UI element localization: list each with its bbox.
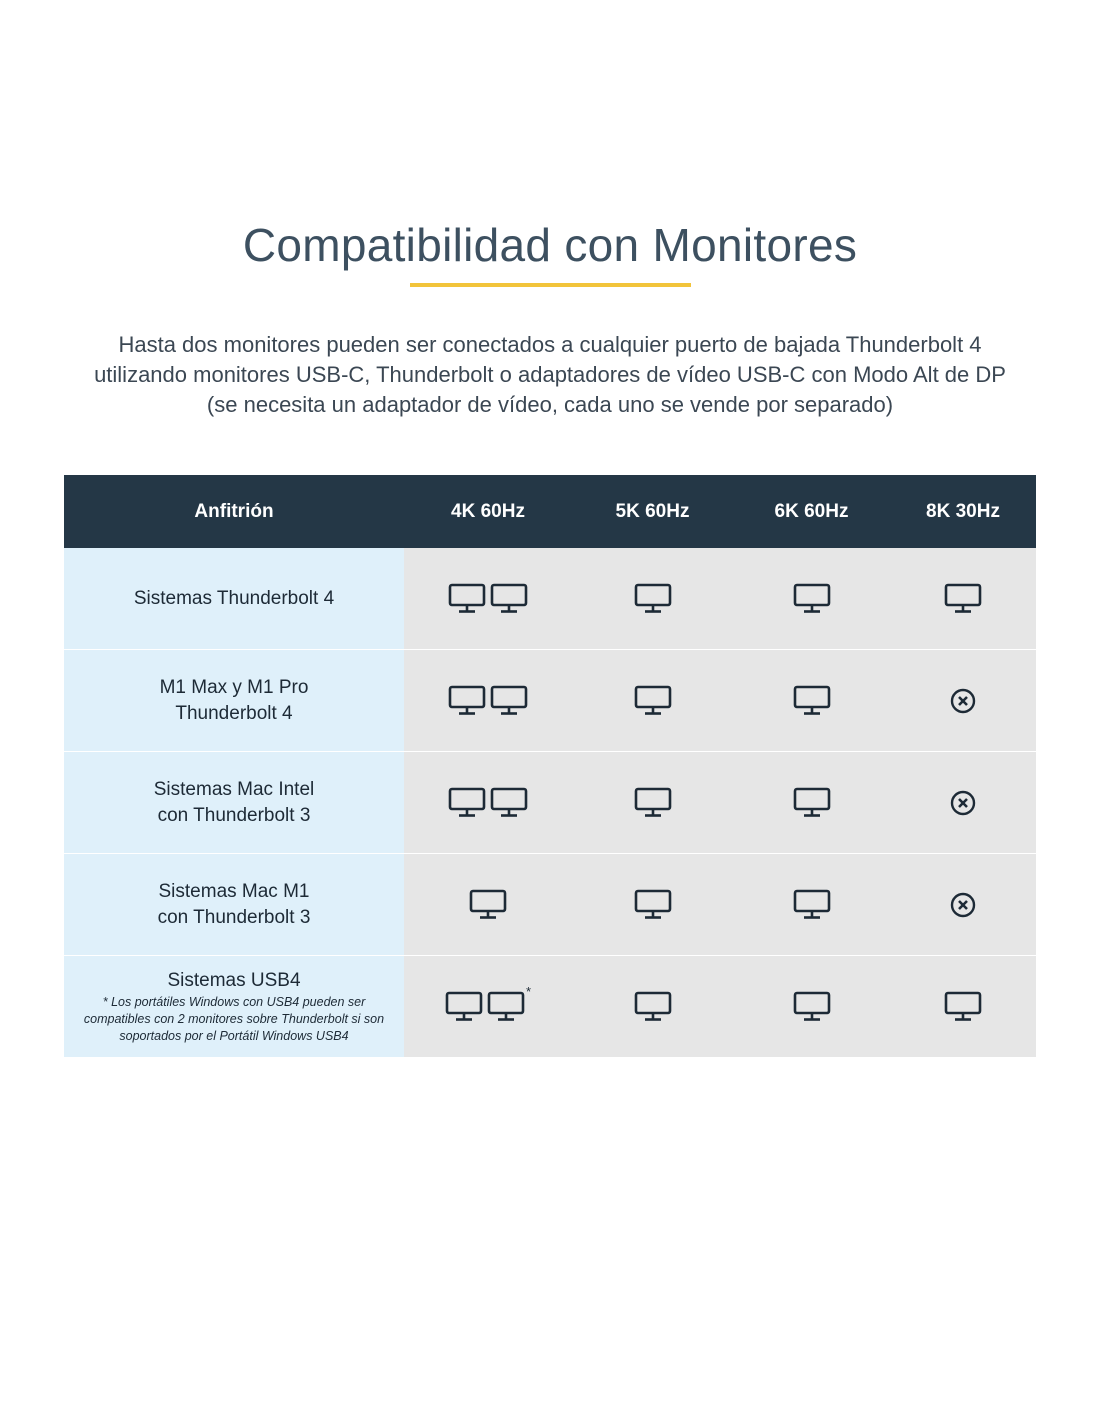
compat-cell [733, 956, 890, 1057]
compat-cell [572, 956, 733, 1057]
compat-cell [572, 752, 733, 853]
monitor-icon [634, 787, 672, 819]
table-body [64, 548, 1036, 1057]
value-cells [404, 854, 1036, 955]
host-cell [64, 548, 404, 649]
host-name: con Thunderbolt 3 [157, 804, 311, 826]
monitor-icon [634, 685, 672, 717]
monitor-icon [490, 685, 528, 717]
monitor-icon [944, 991, 982, 1023]
table-row [64, 751, 1036, 853]
intro-line: (se necesita un adaptador de vídeo, cada uno se vende por separado) [206, 392, 894, 417]
header-8k: 8K 30Hz [926, 501, 1000, 522]
monitor-icon [445, 991, 483, 1023]
compat-cell [404, 548, 572, 649]
monitor-icon [448, 583, 486, 615]
host-cell [64, 650, 404, 751]
monitor-icon [793, 787, 831, 819]
host-cell [64, 956, 404, 1057]
value-cells [404, 752, 1036, 853]
compat-cell [733, 548, 890, 649]
table-row [64, 548, 1036, 649]
host-cell [64, 854, 404, 955]
monitor-icon [448, 685, 486, 717]
compat-cell [404, 854, 572, 955]
footnote-marker: * [525, 984, 532, 999]
host-name: Sistemas Mac M1 [158, 880, 310, 902]
monitor-icon [448, 787, 486, 819]
compat-cell [572, 650, 733, 751]
host-footnote: compatibles con 2 monitores sobre Thunderbolt si son [83, 1012, 385, 1026]
host-name: M1 Max y M1 Pro [159, 676, 309, 698]
intro-line: Hasta dos monitores pueden ser conectados a cualquier puerto de bajada Thunderbolt 4 [118, 332, 982, 357]
host-name: Thunderbolt 4 [175, 702, 293, 724]
monitor-icon [793, 583, 831, 615]
table-row [64, 955, 1036, 1057]
compat-cell [404, 650, 572, 751]
host-name: Sistemas Mac Intel [153, 778, 315, 800]
host-name: con Thunderbolt 3 [157, 906, 311, 928]
header-host: Anfitrión [194, 501, 274, 522]
header-4k: 4K 60Hz [451, 501, 525, 522]
header-6k: 6K 60Hz [774, 501, 849, 522]
compatibility-table [64, 475, 1036, 1057]
compat-cell [733, 854, 890, 955]
table-row [64, 853, 1036, 955]
value-cells [404, 548, 1036, 649]
host-footnote: soportados por el Portátil Windows USB4 [119, 1029, 349, 1043]
page-title: Compatibilidad con Monitores [242, 219, 858, 271]
table-header [64, 475, 1036, 548]
table-row [64, 649, 1036, 751]
compat-cell [890, 752, 1036, 853]
value-cells [404, 956, 1036, 1057]
compat-cell [890, 650, 1036, 751]
monitor-icon [487, 991, 525, 1023]
compat-cell [404, 752, 572, 853]
compat-cell [572, 854, 733, 955]
monitor-icon [634, 889, 672, 921]
monitor-icon [793, 889, 831, 921]
monitor-icon [793, 991, 831, 1023]
compat-cell [890, 854, 1036, 955]
monitor-icon [469, 889, 507, 921]
monitor-icon [490, 583, 528, 615]
compat-cell [890, 548, 1036, 649]
x-circle-icon [950, 688, 976, 714]
value-cells [404, 650, 1036, 751]
header-5k: 5K 60Hz [615, 501, 690, 522]
host-name: Sistemas USB4 [167, 970, 301, 991]
compat-cell [733, 650, 890, 751]
compat-cell [572, 548, 733, 649]
monitor-icon [793, 685, 831, 717]
intro-line: utilizando monitores USB-C, Thunderbolt o adaptadores de vídeo USB-C con Modo Alt de DP [94, 362, 1006, 387]
compat-cell [890, 956, 1036, 1057]
compat-cell [733, 752, 890, 853]
monitor-icon [944, 583, 982, 615]
monitor-icon [634, 583, 672, 615]
host-cell [64, 752, 404, 853]
compat-cell [404, 956, 572, 1057]
intro-paragraph [40, 330, 1060, 420]
host-name: Sistemas Thunderbolt 4 [133, 587, 335, 609]
x-circle-icon [950, 790, 976, 816]
monitor-icon [490, 787, 528, 819]
host-footnote: * Los portátiles Windows con USB4 pueden ser [102, 995, 366, 1009]
monitor-icon [634, 991, 672, 1023]
title-underline [410, 283, 691, 287]
x-circle-icon [950, 892, 976, 918]
